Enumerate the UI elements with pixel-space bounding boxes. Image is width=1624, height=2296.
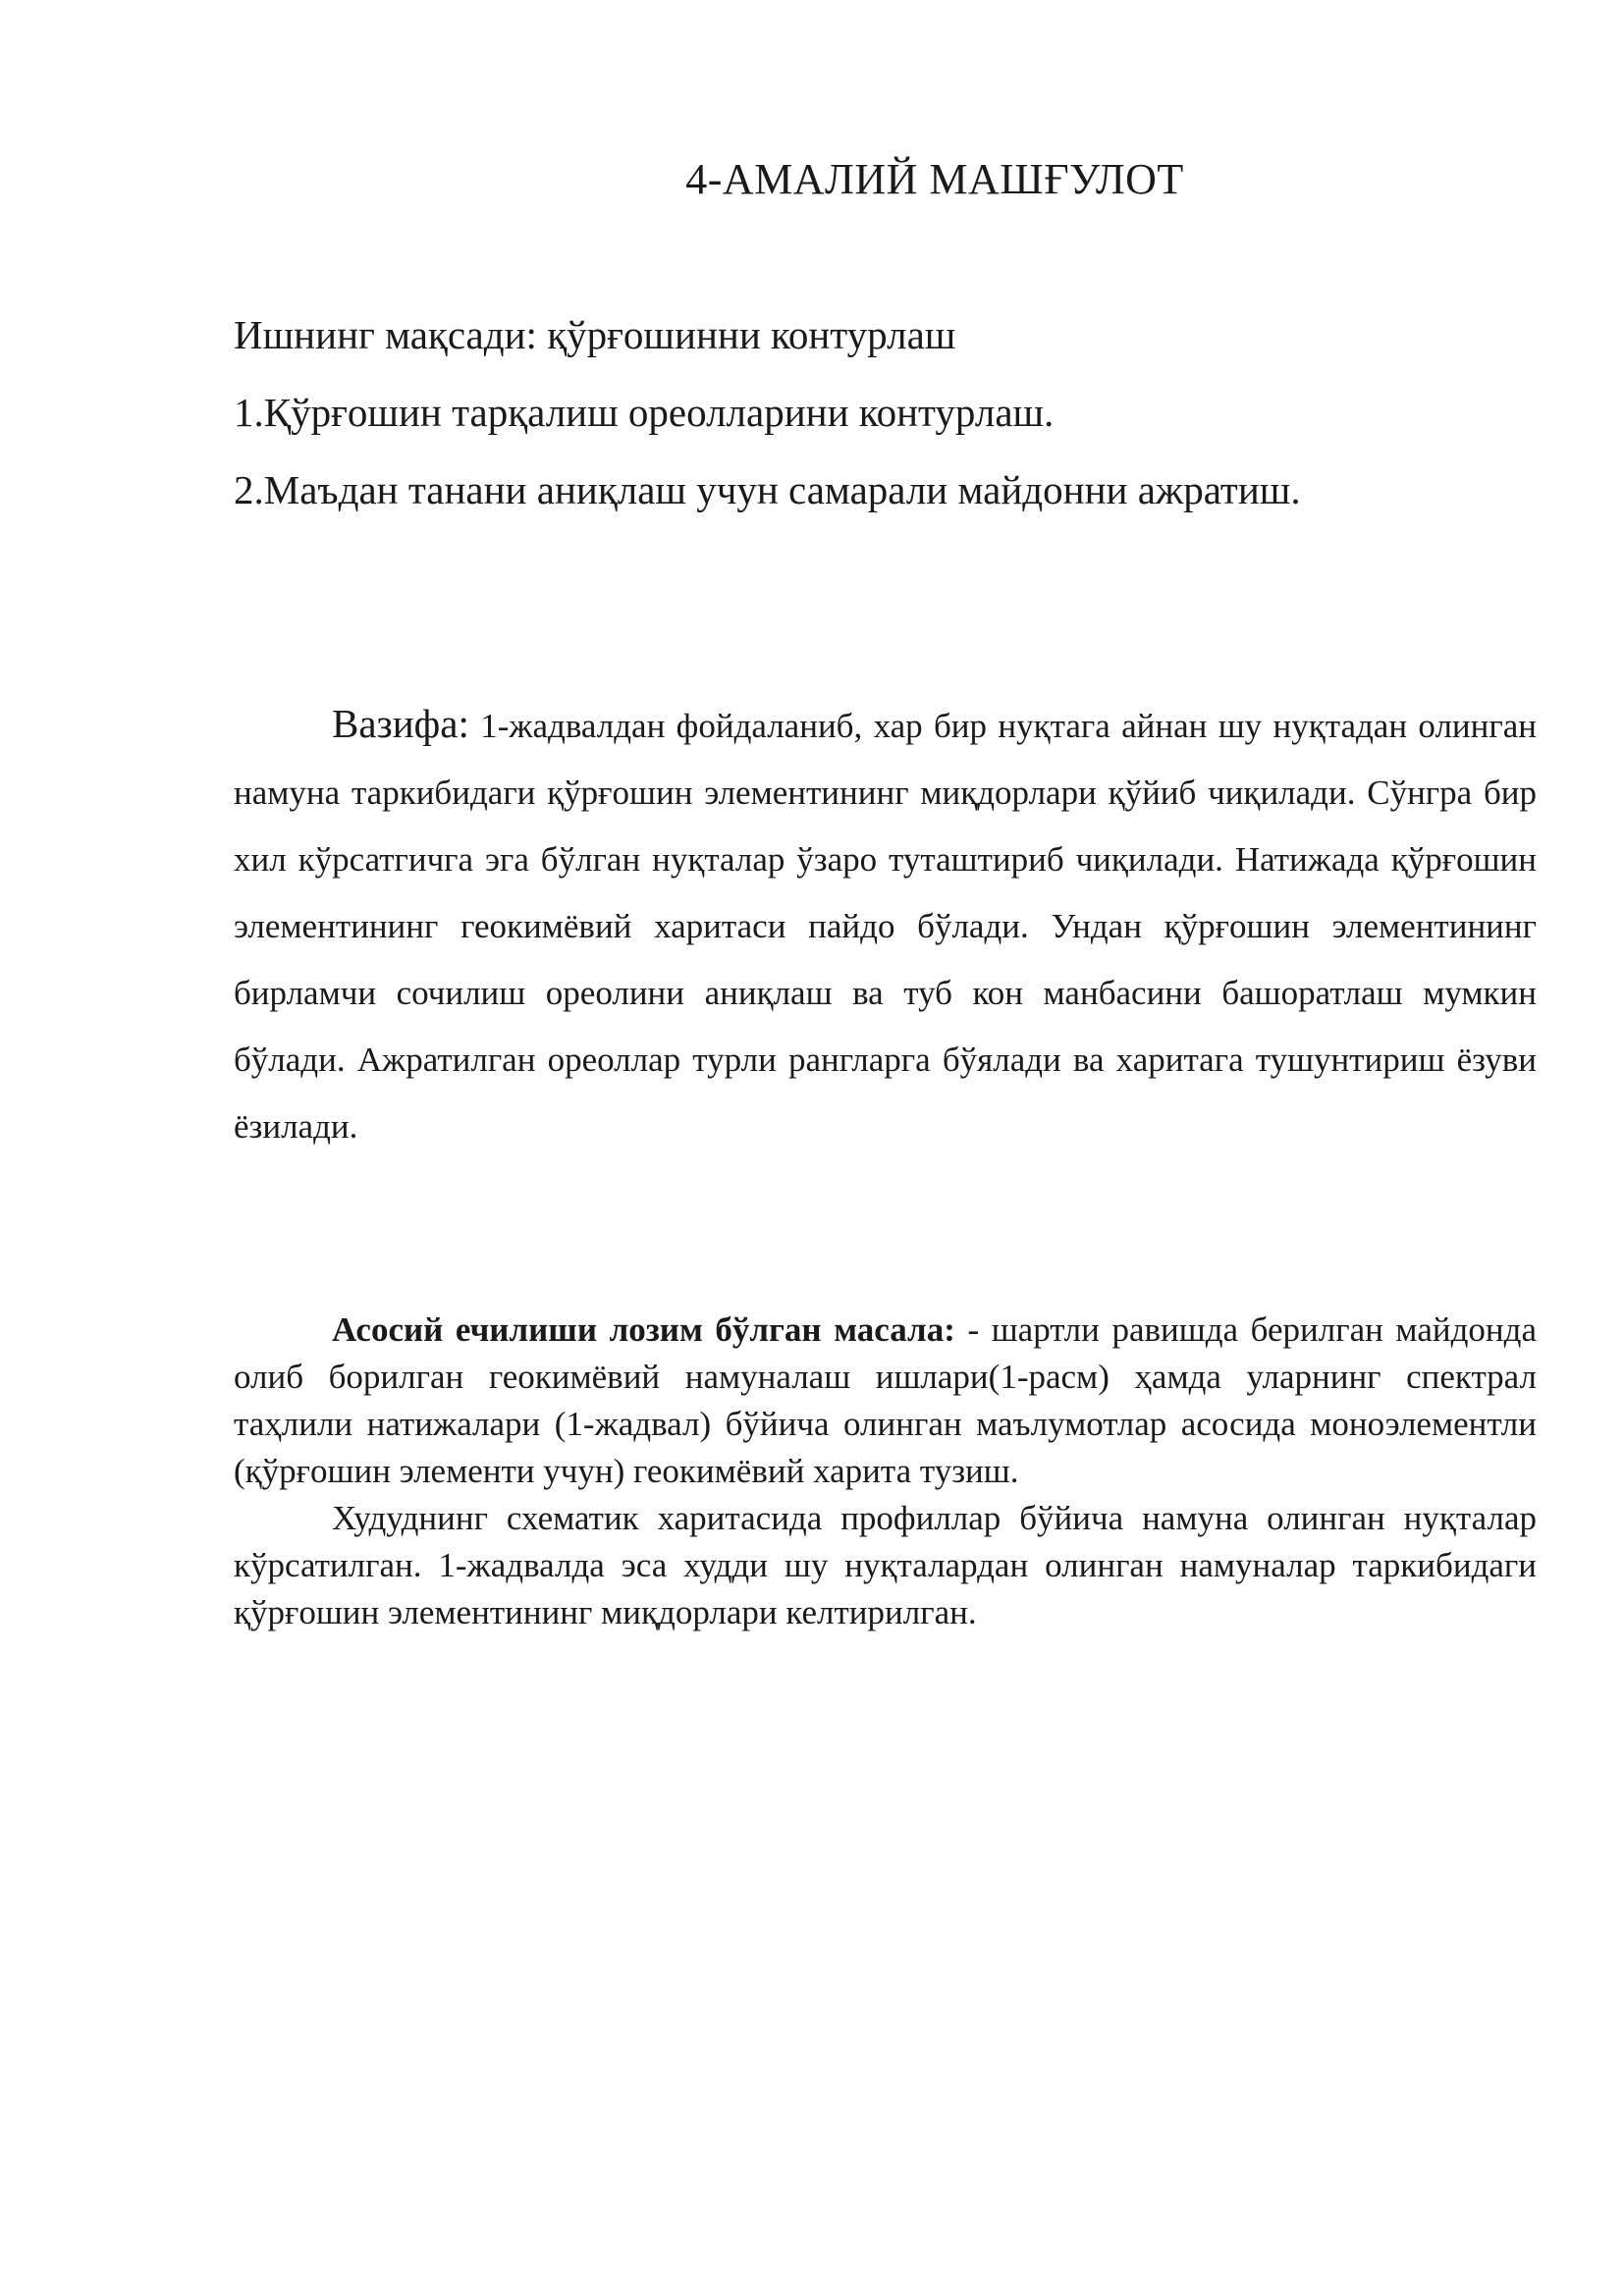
goal-item-2: 2.Маъдан танани аниқлаш учун самарали майдонни ажратиш. <box>234 467 1301 512</box>
problem-lead: Асосий ечилиши лозим бўлган масала: <box>332 1310 955 1349</box>
goal-item-1: 1.Қўрғошин тарқалиш ореолларини контурлаш. <box>234 390 1055 435</box>
page-title: 4-АМАЛИЙ МАШҒУЛОТ <box>685 155 1184 203</box>
task-lead: Вазифа: <box>332 701 469 746</box>
task-text: 1-жадвалдан фойдаланиб, хар бир нуқтага айнан шу нуқтадан олинган намуна таркибидаги қўрғошин элементининг миқдорлари қўйиб чиқилади. Сўнгра бир хил кўрсатгичга эга бўлган нуқталар ўзаро туташтириб чиқилади. Натижада қўрғошин элементининг геокимёвий харитаси пайдо бўлади. Ундан қўрғошин элементининг бирламчи сочилиш ореолини аниқлаш ва туб кон манбасини башоратлаш мумкин бўлади. Ажратилган ореоллар турли рангларга бўялади ва харитага тушунтириш ёзуви ёзилади. <box>234 707 1537 1146</box>
problem-paragraph <box>234 1307 1537 1495</box>
task-paragraph <box>234 690 1537 1160</box>
map-description-paragraph: Худуднинг схематик харитасида профиллар бўйича намуна олинган нуқталар кўрсатилган. 1-жадвалда эса худди шу нуқталардан олинган намуналар таркибидаги қўрғошин элементининг миқдорлари келтирилган. <box>234 1499 1537 1631</box>
problem-section <box>234 1307 1537 1636</box>
goal-heading: Ишнинг мақсади: қўрғошинни контурлаш <box>234 312 956 357</box>
goals-list <box>234 305 1461 538</box>
problem-text: - шартли равишда берилган майдонда олиб борилган геокимёвий намуналаш ишлари(1-расм) ҳамда уларнинг спектрал таҳлили натижалари (1-жадвал) бўйича олинган маълумотлар асосида моноэлементли (қўрғошин элементи учун) геокимёвий харита тузиш. <box>234 1310 1537 1490</box>
